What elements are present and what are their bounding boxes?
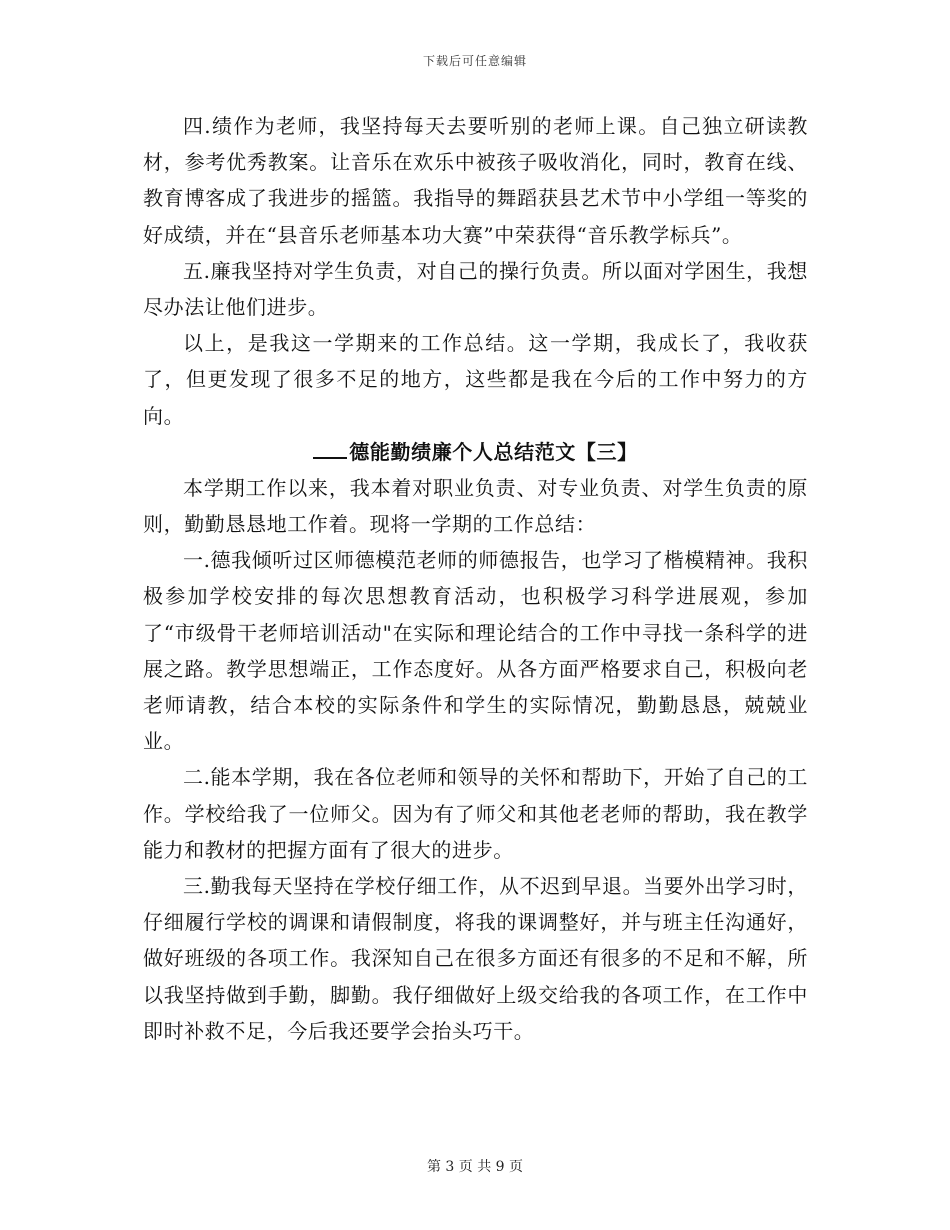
paragraph-item-1-de: 一.德我倾听过区师德模范老师的师德报告，也学习了楷模精神。我积极参加学校安排的每次思想教育活动，也积极学习科学进展观，参加了“市级骨干老师培训活动"在实际和理论结合的工作中寻找一条科学的进展之路。教学思想端正，工作态度好。从各方面严格要求自己，积极向老老师请教，结合本校的实际条件和学生的实际情况，勤勤恳恳，兢兢业业。 (143, 548, 808, 754)
paragraph-item-3-qin: 三.勤我每天坚持在学校仔细工作，从不迟到早退。当要外出学习时，仔细履行学校的调课和请假制度，将我的课调整好，并与班主任沟通好，做好班级的各项工作。我深知自己在很多方面还有很多的不足和不解，所以我坚持做到手勤，脚勤。我仔细做好上级交给我的各项工作，在工作中即时补救不足，今后我还要学会抬头巧干。 (143, 874, 808, 1043)
section-title-text: 德能勤绩廉个人总结范文【三】 (349, 439, 638, 464)
paragraph-item-2-neng: 二.能本学期，我在各位老师和领导的关怀和帮助下，开始了自己的工作。学校给我了一位师父。因为有了师父和其他老老师的帮助，我在教学能力和教材的把握方面有了很大的进步。 (143, 765, 808, 862)
section-title (143, 434, 808, 470)
page-header-note: 下载后可任意编辑 (422, 54, 527, 68)
paragraph-conclusion: 以上，是我这一学期来的工作总结。这一学期，我成长了，我收获了，但更发现了很多不足的地方，这些都是我在今后的工作中努力的方向。 (143, 331, 808, 428)
document-body (143, 108, 808, 1049)
paragraph-item-5-lian: 五.廉我坚持对学生负责，对自己的操行负责。所以面对学困生，我想尽办法让他们进步。 (143, 258, 808, 320)
title-blank-underline (313, 439, 347, 459)
page-number-footer: 第 3 页 共 9 页 (426, 1159, 524, 1175)
paragraph-intro: 本学期工作以来，我本着对职业负责、对专业负责、对学生负责的原则，勤勤恳恳地工作着。现将一学期的工作总结： (143, 475, 808, 537)
paragraph-item-4-ji: 四.绩作为老师，我坚持每天去要听别的老师上课。自己独立研读教材，参考优秀教案。让音乐在欢乐中被孩子吸收消化，同时，教育在线、教育博客成了我进步的摇篮。我指导的舞蹈获县艺术节中小学组一等奖的好成绩，并在“县音乐老师基本功大赛”中荣获得“音乐教学标兵”。 (143, 114, 808, 247)
